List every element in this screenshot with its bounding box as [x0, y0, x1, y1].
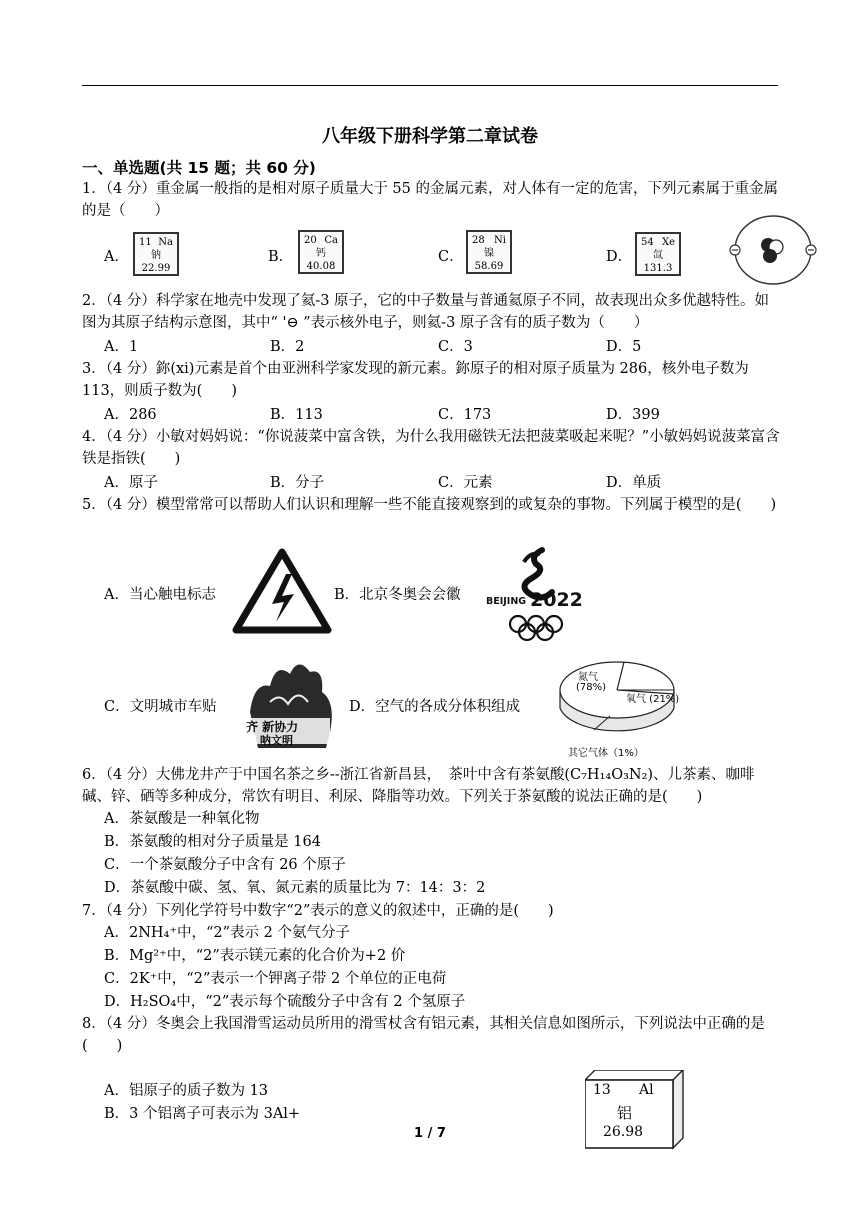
question-1: 1．（4 分）重金属一般指的是相对原子质量大于 55 的金属元素，对人体有一定的危害，下列元素属于重金属的是（ ）: [82, 181, 778, 219]
q2-option-b[interactable]: B．2: [270, 339, 305, 355]
page-number: 1 / 7: [414, 1126, 446, 1141]
helium3-atom-diagram: [728, 210, 818, 290]
q6-option-b[interactable]: B．茶氨酸的相对分子质量是 164: [104, 834, 321, 850]
q5-option-c[interactable]: C．文明城市车贴: [104, 699, 217, 715]
q2-option-d[interactable]: D．5: [606, 339, 642, 355]
question-5: 5．（4 分）模型常常可以帮助人们认识和理解一些不能直接观察到的或复杂的事物。下列属于模型的是( ): [82, 497, 777, 513]
q5-option-a[interactable]: A．当心触电标志: [104, 587, 216, 603]
question-7: 7．（4 分）下列化学符号中数字“2”表示的意义的叙述中，正确的是( ): [82, 903, 554, 919]
aluminum-element-tile: 13 Al 铝 26.98: [585, 1070, 691, 1150]
q6-option-d[interactable]: D．茶氨酸中碳、氢、氧、氮元素的质量比为 7：14：3：2: [104, 880, 486, 896]
q6-option-a[interactable]: A．茶氨酸是一种氧化物: [104, 811, 260, 827]
element-tile-na: 11 Na 钠 22.99: [133, 232, 179, 276]
q6-option-c[interactable]: C．一个茶氨酸分子中含有 26 个原子: [104, 857, 346, 873]
element-tile-ni: 28 Ni 镍 58.69: [466, 230, 512, 274]
element-tile-xe: 54 Xe 氙 131.3: [635, 232, 681, 276]
q2-option-a[interactable]: A．1: [104, 339, 139, 355]
page-title: 八年级下册科学第二章试卷: [322, 126, 538, 147]
question-2: 2．（4 分）科学家在地壳中发现了氦-3 原子，它的中子数量与普通氦原子不同，故表现出众多优越特性。如图为其原子结构示意图，其中“ '⊖ ”表示核外电子，则氦-3 原子含有的质子数为（ ）: [82, 293, 770, 331]
q2-option-c[interactable]: C．3: [438, 339, 473, 355]
q1-option-c[interactable]: C．: [438, 249, 464, 265]
svg-text:2022: 2022: [530, 589, 583, 611]
q4-option-c[interactable]: C．元素: [438, 475, 493, 491]
air-composition-pie: 氮气 (78%) 氧气 (21%) 其它气体（1%）: [554, 650, 680, 758]
q3-option-d[interactable]: D．399: [606, 407, 660, 423]
q3-option-a[interactable]: A．286: [104, 407, 157, 423]
q3-option-c[interactable]: C．173: [438, 407, 492, 423]
svg-text:BEIJING: BEIJING: [486, 596, 527, 607]
q1-option-b[interactable]: B．: [268, 249, 294, 265]
q7-option-c[interactable]: C．2K⁺中，“2”表示一个钾离子带 2 个单位的正电荷: [104, 971, 447, 987]
question-4: 4．（4 分）小敏对妈妈说：“你说菠菜中富含铁，为什么我用磁铁无法把菠菜吸起来呢？”小敏妈妈说菠菜富含铁是指铁( ): [82, 429, 780, 467]
q4-option-d[interactable]: D．单质: [606, 475, 662, 491]
q5-option-d[interactable]: D．空气的各成分体积组成: [349, 699, 521, 715]
section-heading: 一、单选题(共 15 题；共 60 分): [82, 159, 316, 177]
header-rule: [82, 85, 778, 86]
question-8: 8．（4 分）冬奥会上我国滑雪运动员所用的滑雪杖含有铝元素，其相关信息如图所示，下列说法中正确的是( ): [82, 1016, 765, 1054]
q4-option-b[interactable]: B．分子: [270, 475, 325, 491]
q1-option-d[interactable]: D．: [606, 249, 633, 265]
q7-option-a[interactable]: A．2NH₄⁺中，“2”表示 2 个氨气分子: [104, 925, 350, 941]
q7-option-d[interactable]: D．H₂SO₄中，“2”表示每个硫酸分子中含有 2 个氢原子: [104, 994, 466, 1010]
beijing-olympics-logo: [484, 540, 596, 644]
q8-option-b[interactable]: B．3 个铝离子可表示为 3Al+: [104, 1106, 301, 1122]
q1-option-a[interactable]: A．: [104, 249, 129, 265]
element-tile-ca: 20 Ca 钙 40.08: [298, 230, 344, 274]
q3-option-b[interactable]: B．113: [270, 407, 323, 423]
question-6: 6．（4 分）大佛龙井产于中国名茶之乡--浙江省新昌县， 茶叶中含有茶氨酸(C₇H₁₄O₃N₂)、儿茶素、咖啡碱、锌、硒等多种成分，常饮有明目、利尿、降脂等功效。下列关于茶氨酸的说法正确的是( ): [82, 767, 755, 805]
question-3: 3．（4 分）鉨(xi)元素是首个由亚洲科学家发现的新元素。鉨原子的相对原子质量为 286，核外电子数为 113，则质子数为( ): [82, 361, 749, 399]
q5-option-b[interactable]: B．北京冬奥会会徽: [334, 587, 461, 603]
q7-option-b[interactable]: B．Mg²⁺中，“2”表示镁元素的化合价为+2 价: [104, 948, 406, 964]
electric-hazard-icon: [232, 548, 332, 634]
civilized-city-sticker: 齐 新协力 呐文明: [240, 652, 340, 752]
q4-option-a[interactable]: A．原子: [104, 475, 158, 491]
q8-option-a[interactable]: A．铝原子的质子数为 13: [104, 1083, 269, 1099]
